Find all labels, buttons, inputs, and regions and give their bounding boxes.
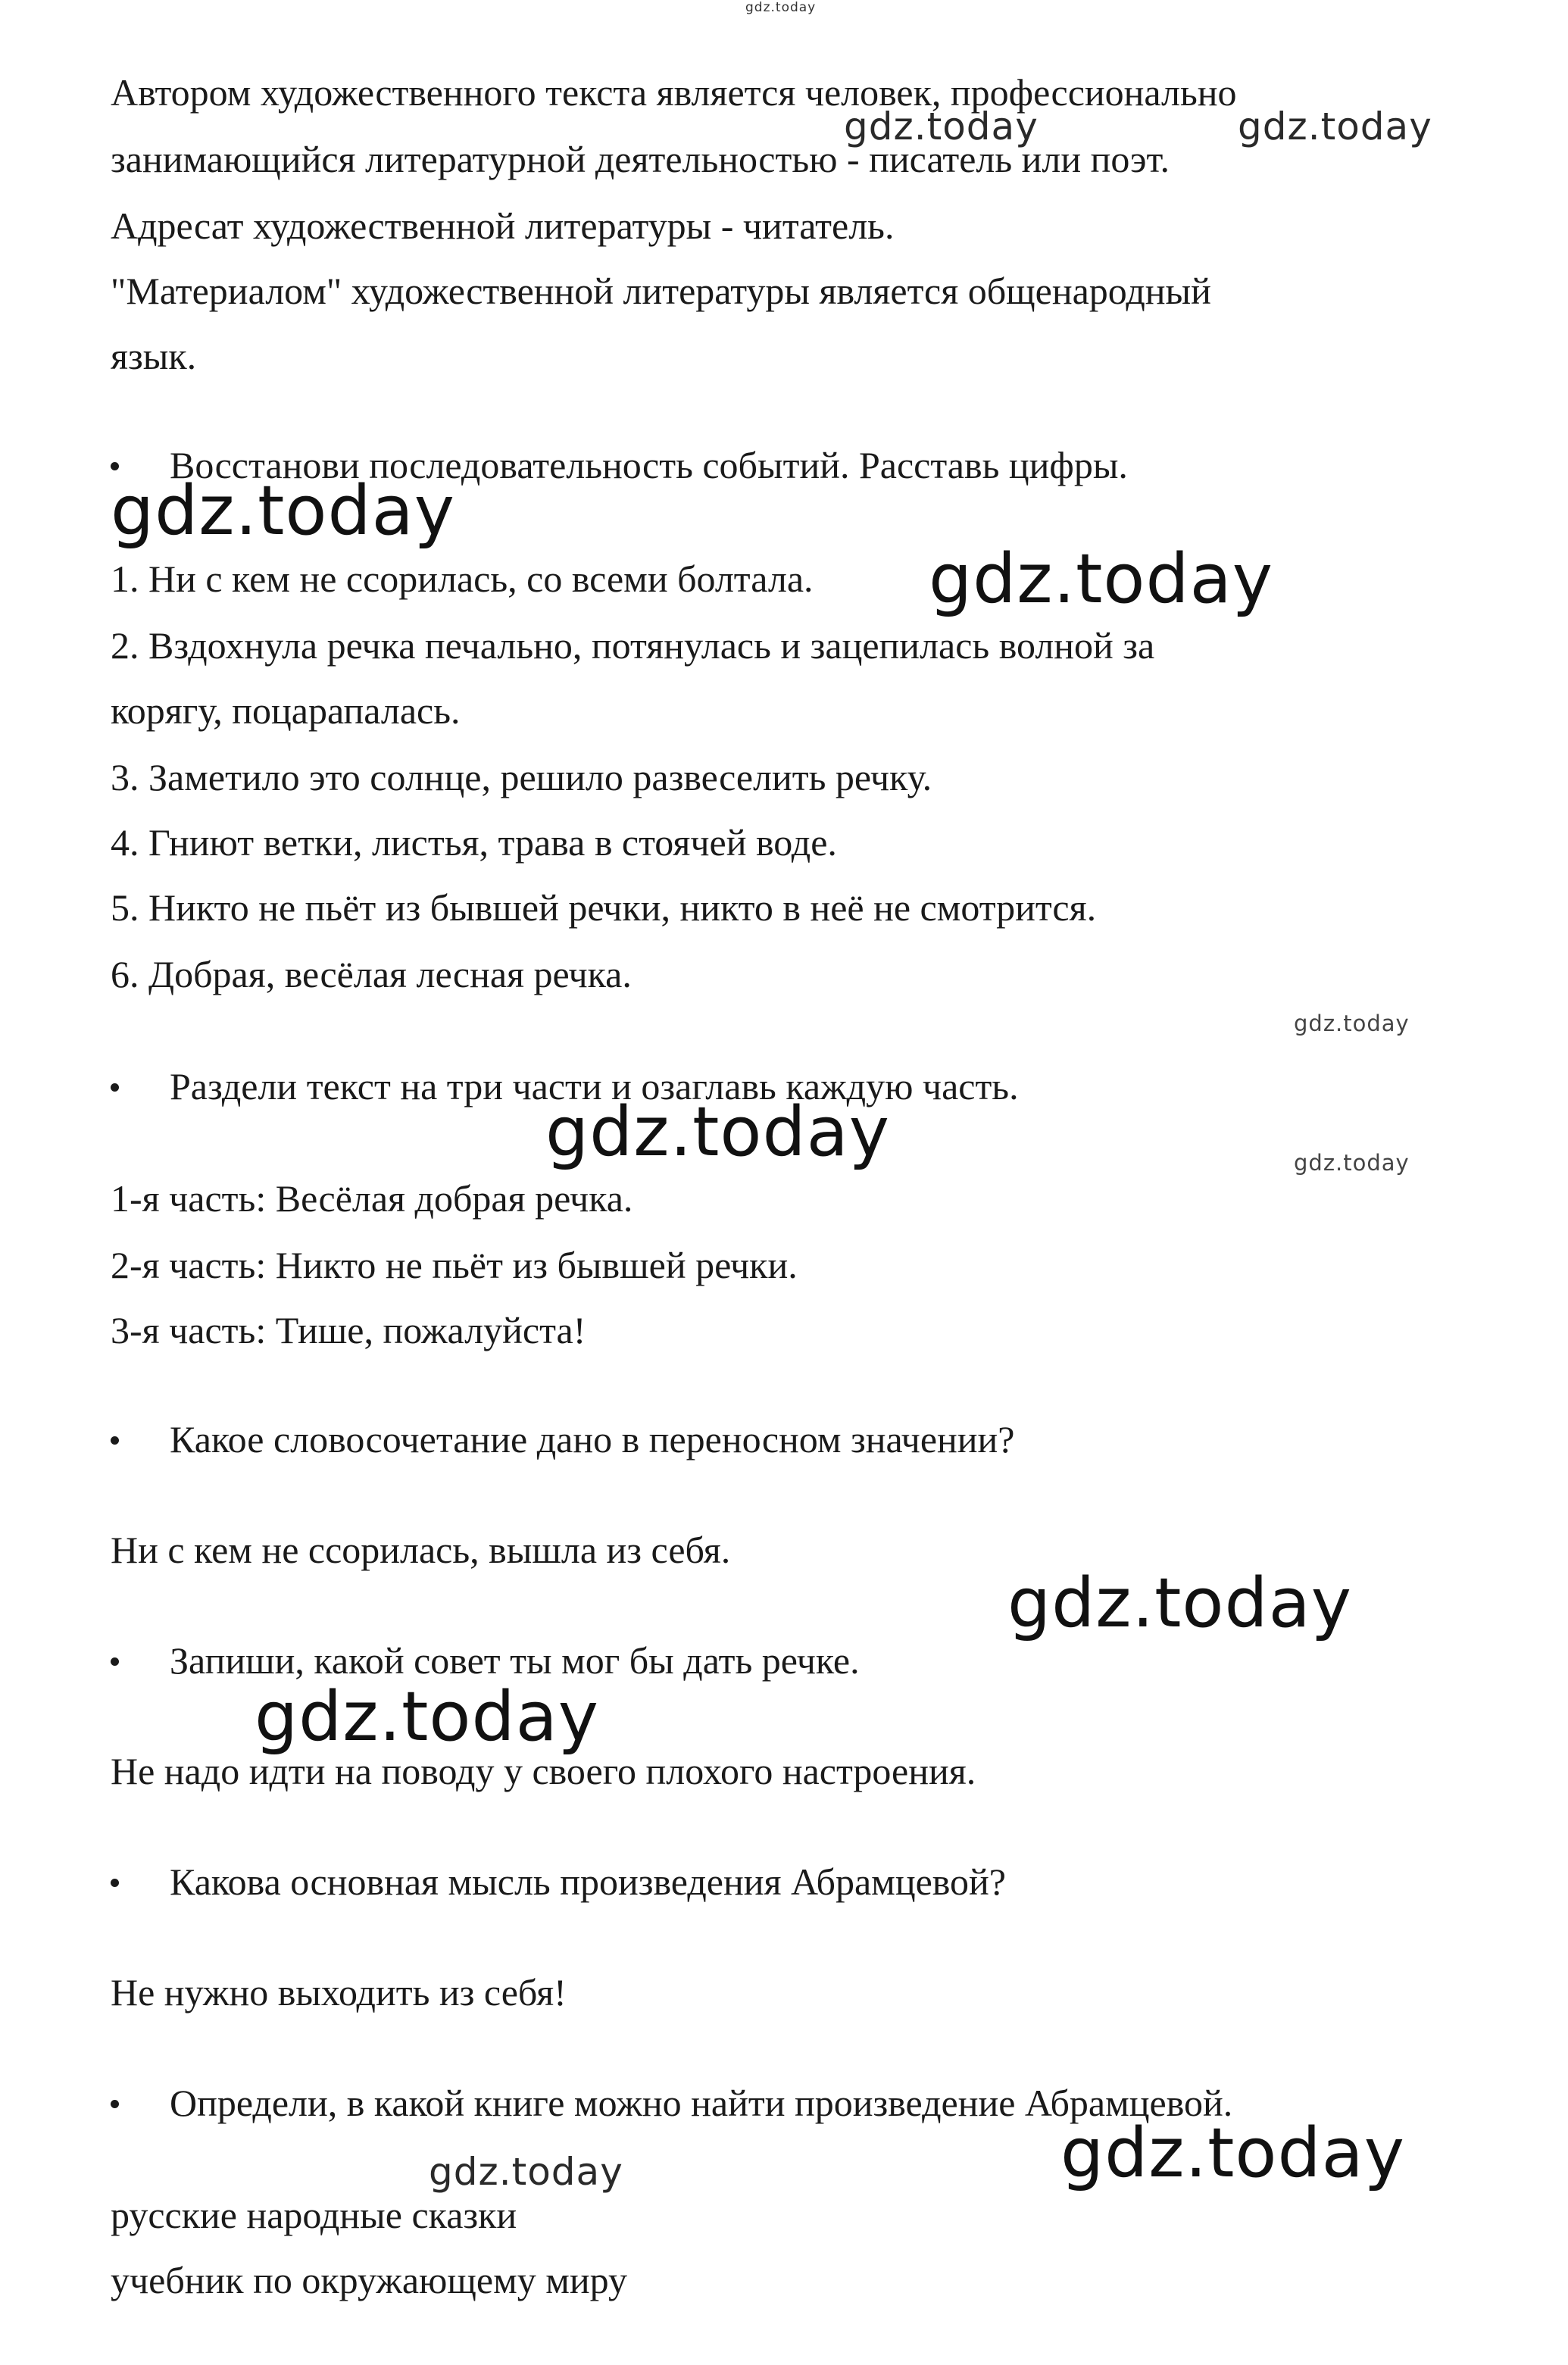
answer-text: Ни с кем не ссорилась, вышла из себя. <box>111 1529 731 1571</box>
question-text: Определи, в какой книге можно найти произведение Абрамцевой. <box>170 2082 1233 2124</box>
intro-line: занимающийся литературной деятельностью - писатель или поэт. <box>111 138 1170 180</box>
sequence-item: 3. Заметило это солнце, решило развеселить речку. <box>111 756 932 798</box>
part-title: 1-я часть: Весёлая добрая речка. <box>111 1177 633 1220</box>
watermark-top: gdz.today <box>745 0 817 15</box>
part-title: 2-я часть: Никто не пьёт из бывшей речки. <box>111 1244 798 1286</box>
watermark: gdz.today <box>1007 1564 1353 1643</box>
watermark: gdz.today <box>1294 1150 1410 1176</box>
book-option: русские народные сказки <box>111 2194 517 2236</box>
watermark: gdz.today <box>844 105 1039 148</box>
bullet-icon <box>111 1879 119 1887</box>
question-text: Какова основная мысль произведения Абрамцевой? <box>170 1860 1006 1903</box>
bullet-icon <box>111 462 119 470</box>
question-text: Восстанови последовательность событий. Расставь цифры. <box>170 444 1128 486</box>
intro-line: "Материалом" художественной литературы является общенародный <box>111 270 1211 312</box>
watermark: gdz.today <box>1294 1011 1410 1036</box>
watermark: gdz.today <box>255 1677 600 1757</box>
answer-text: Не нужно выходить из себя! <box>111 1971 567 2014</box>
watermark: gdz.today <box>111 471 456 551</box>
watermark: gdz.today <box>1238 105 1432 148</box>
bullet-icon <box>111 1083 119 1092</box>
question-text: Запиши, какой совет ты мог бы дать речке. <box>170 1639 860 1682</box>
answer-text: Не надо идти на поводу у своего плохого настроения. <box>111 1750 976 1792</box>
watermark: gdz.today <box>545 1092 891 1172</box>
bullet-icon <box>111 1657 119 1666</box>
question-text: Раздели текст на три части и озаглавь каждую часть. <box>170 1065 1019 1108</box>
bullet-icon <box>111 1436 119 1445</box>
sequence-item: 4. Гниют ветки, листья, трава в стоячей воде. <box>111 821 837 864</box>
sequence-item: 1. Ни с кем не ссорилась, со всеми болтала. <box>111 558 814 600</box>
intro-line: язык. <box>111 335 197 377</box>
question-text: Какое словосочетание дано в переносном значении? <box>170 1418 1015 1461</box>
sequence-item: корягу, поцарапалась. <box>111 689 461 732</box>
sequence-item: 6. Добрая, весёлая лесная речка. <box>111 953 632 995</box>
sequence-item: 2. Вздохнула речка печально, потянулась и зацепилась волной за <box>111 624 1155 667</box>
part-title: 3-я часть: Тише, пожалуйста! <box>111 1309 586 1351</box>
watermark: gdz.today <box>929 539 1274 619</box>
intro-line: Автором художественного текста является человек, профессионально <box>111 71 1237 114</box>
watermark: gdz.today <box>429 2150 623 2194</box>
bullet-icon <box>111 2100 119 2108</box>
watermark: gdz.today <box>1060 2114 1406 2193</box>
intro-line: Адресат художественной литературы - читатель. <box>111 205 895 247</box>
book-option: учебник по окружающему миру <box>111 2259 627 2301</box>
sequence-item: 5. Никто не пьёт из бывшей речки, никто в неё не смотрится. <box>111 886 1097 929</box>
